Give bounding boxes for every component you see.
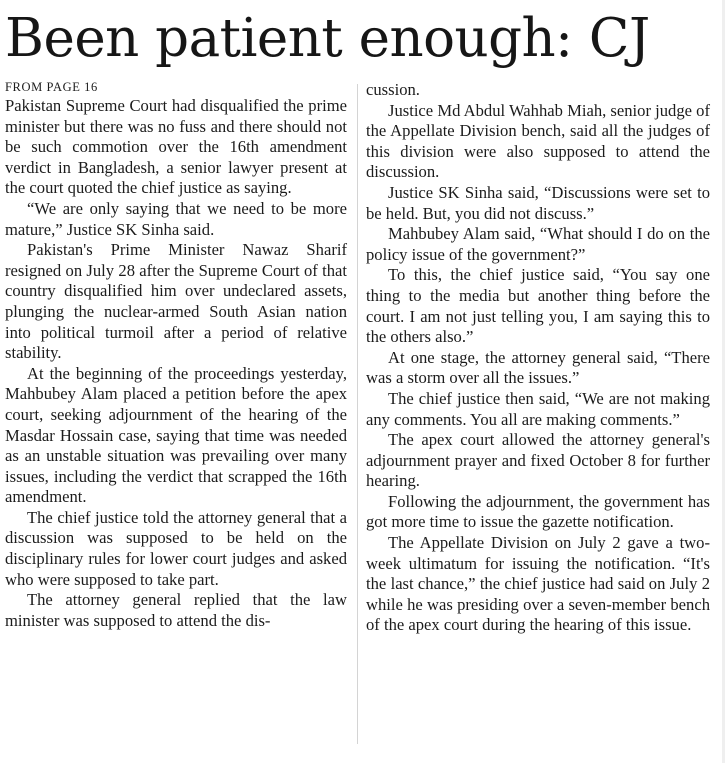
column-divider (357, 84, 358, 744)
paragraph: To this, the chief justice said, “You say one thing to the media but another thing before the court. I am not just telling you, I am saying this to the others also.” (366, 265, 710, 347)
paragraph: The Appellate Division on July 2 gave a two-week ultimatum for issuing the notification. “It's the last chance,” the chief justice had said on July 2 while he was presiding over a seven-member bench of the apex court during the hearing of this issue. (366, 533, 710, 635)
paragraph: The chief justice then said, “We are not making any comments. You all are making comments.” (366, 388, 710, 429)
paragraph: Pakistan Supreme Court had disqualified the prime minister but there was no fuss and there should not be such commotion over the 16th amendment verdict in Bangladesh, a senior lawyer present at the court quoted the chief justice as saying. (5, 96, 347, 198)
paragraph: The attorney general replied that the law minister was supposed to attend the dis- (5, 590, 347, 630)
paragraph: Justice SK Sinha said, “Discussions were set to be held. But, you did not discuss.” (366, 182, 710, 223)
paragraph: cussion. (366, 80, 420, 99)
headline: Been patient enough: CJ (5, 8, 650, 69)
article-column-left (5, 80, 347, 631)
paragraph: At the beginning of the proceedings yesterday, Mahbubey Alam placed a petition before the apex court, seeking adjournment of the hearing of the Masdar Hossain case, saying that time was needed as an unstable situation was prevailing over many issues, including the verdict that scrapped the 16th amendment. (5, 363, 347, 507)
kicker-from-page: FROM PAGE 16 (5, 80, 98, 94)
paragraph: At one stage, the attorney general said, “There was a storm over all the issues.” (366, 347, 710, 388)
paragraph: Pakistan's Prime Minister Nawaz Sharif resigned on July 28 after the Supreme Court of that country disqualified him over undeclared assets, plunging the nuclear-armed South Asian nation into political turmoil after a period of relative stability. (5, 240, 347, 363)
paragraph: The apex court allowed the attorney general's adjournment prayer and fixed October 8 for further hearing. (366, 430, 710, 491)
paragraph: Following the adjournment, the government has got more time to issue the gazette notification. (366, 491, 710, 532)
paragraph: Justice Md Abdul Wahhab Miah, senior judge of the Appellate Division bench, said all the judges of this division were also supposed to attend the discussion. (366, 100, 710, 182)
paragraph: The chief justice told the attorney general that a discussion was supposed to be held on the disciplinary rules for lower court judges and asked who were supposed to take part. (5, 507, 347, 589)
paragraph: “We are only saying that we need to be more mature,” Justice SK Sinha said. (5, 198, 347, 239)
paragraph: Mahbubey Alam said, “What should I do on the policy issue of the government?” (366, 224, 710, 264)
article-column-right (366, 80, 710, 636)
